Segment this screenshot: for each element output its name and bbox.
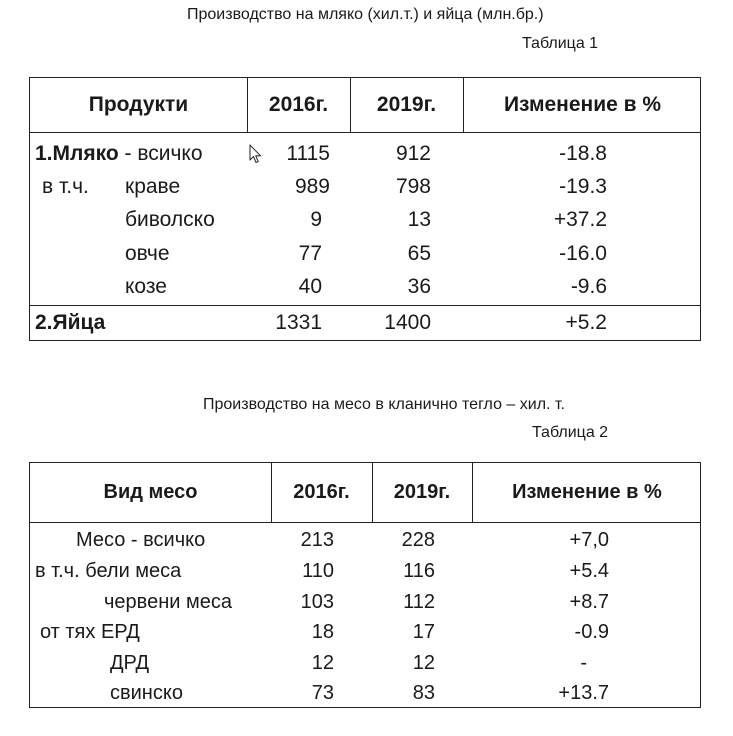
drd-2019: 12 — [412, 652, 435, 674]
white-meat-2016: 110 — [302, 560, 334, 582]
row-meat-total-label: Месо - всичко — [76, 529, 206, 551]
cow-change: -19.3 — [559, 175, 607, 198]
sheep-2016: 77 — [298, 242, 322, 265]
milk-total-2016: 1115 — [286, 142, 330, 165]
red-meat-2019: 112 — [403, 591, 435, 613]
pork-2016: 73 — [311, 682, 334, 704]
goat-2016: 40 — [298, 275, 322, 298]
table1-title: Производство на мляко (хил.т.) и яйца (млн.бр.) — [187, 6, 544, 23]
white-meat-2019: 116 — [403, 560, 435, 582]
row-prefix: в т.ч. — [42, 175, 89, 198]
drd-2016: 12 — [311, 652, 334, 674]
erd-2016: 18 — [311, 621, 334, 643]
row-goat-label: козе — [125, 275, 167, 298]
drd-change: - — [580, 652, 587, 674]
red-meat-2016: 103 — [300, 591, 334, 613]
goat-2019: 36 — [407, 275, 431, 298]
header-2019: 2019г. — [393, 481, 451, 503]
meat-total-change: +7,0 — [569, 529, 609, 551]
header-change: Изменение в % — [512, 481, 662, 503]
table2-label: Таблица 2 — [532, 424, 609, 441]
row-eggs-label: 2.Яйца — [35, 311, 106, 334]
cow-2019: 798 — [395, 175, 431, 198]
row-red-meat-label: червени меса — [104, 591, 232, 613]
header-2016: 2016г. — [293, 481, 350, 503]
eggs-2019: 1400 — [384, 311, 431, 334]
header-products: Продукти — [88, 93, 189, 116]
red-meat-change: +8.7 — [569, 591, 609, 613]
meat-table — [29, 462, 701, 708]
row-erd-label: от тях ЕРД — [40, 621, 140, 643]
cow-2016: 989 — [294, 175, 330, 198]
eggs-2016: 1331 — [275, 311, 322, 334]
meat-total-2016: 213 — [300, 529, 334, 551]
table2-title: Производство на месо в кланично тегло – хил. т. — [203, 396, 565, 413]
milk-total-change: -18.8 — [559, 142, 607, 165]
row-drd-label: ДРД — [110, 652, 150, 674]
row-milk-total-label — [35, 143, 203, 164]
goat-change: -9.6 — [570, 275, 607, 298]
sheep-2019: 65 — [407, 242, 431, 265]
eggs-change: +5.2 — [565, 311, 607, 334]
milk-lead: 1.Мляко — [35, 142, 119, 165]
row-cow-label: краве — [125, 175, 181, 198]
buffalo-2016: 9 — [310, 208, 322, 231]
header-meat-type: Вид месо — [103, 481, 198, 503]
row-sheep-label: овче — [125, 242, 170, 265]
meat-total-2019: 228 — [401, 529, 435, 551]
row-white-meat-label: в т.ч. бели меса — [35, 560, 182, 582]
header-2016: 2016г. — [268, 93, 329, 116]
milk-rest: - всичко — [118, 142, 203, 165]
milk-eggs-table — [29, 77, 701, 341]
mouse-pointer-icon — [249, 144, 263, 169]
buffalo-2019: 13 — [407, 208, 431, 231]
pork-2019: 83 — [412, 682, 435, 704]
erd-change: -0.9 — [574, 621, 609, 643]
header-2019: 2019г. — [376, 93, 437, 116]
milk-total-2019: 912 — [395, 142, 431, 165]
row-pork-label: свинско — [110, 682, 183, 704]
erd-2019: 17 — [412, 621, 435, 643]
table1-label: Таблица 1 — [522, 35, 599, 52]
buffalo-change: +37.2 — [553, 208, 607, 231]
header-change: Изменение в % — [503, 93, 662, 116]
sheep-change: -16.0 — [559, 242, 607, 265]
white-meat-change: +5.4 — [569, 560, 609, 582]
row-buffalo-label: биволско — [125, 208, 215, 231]
pork-change: +13.7 — [558, 682, 609, 704]
